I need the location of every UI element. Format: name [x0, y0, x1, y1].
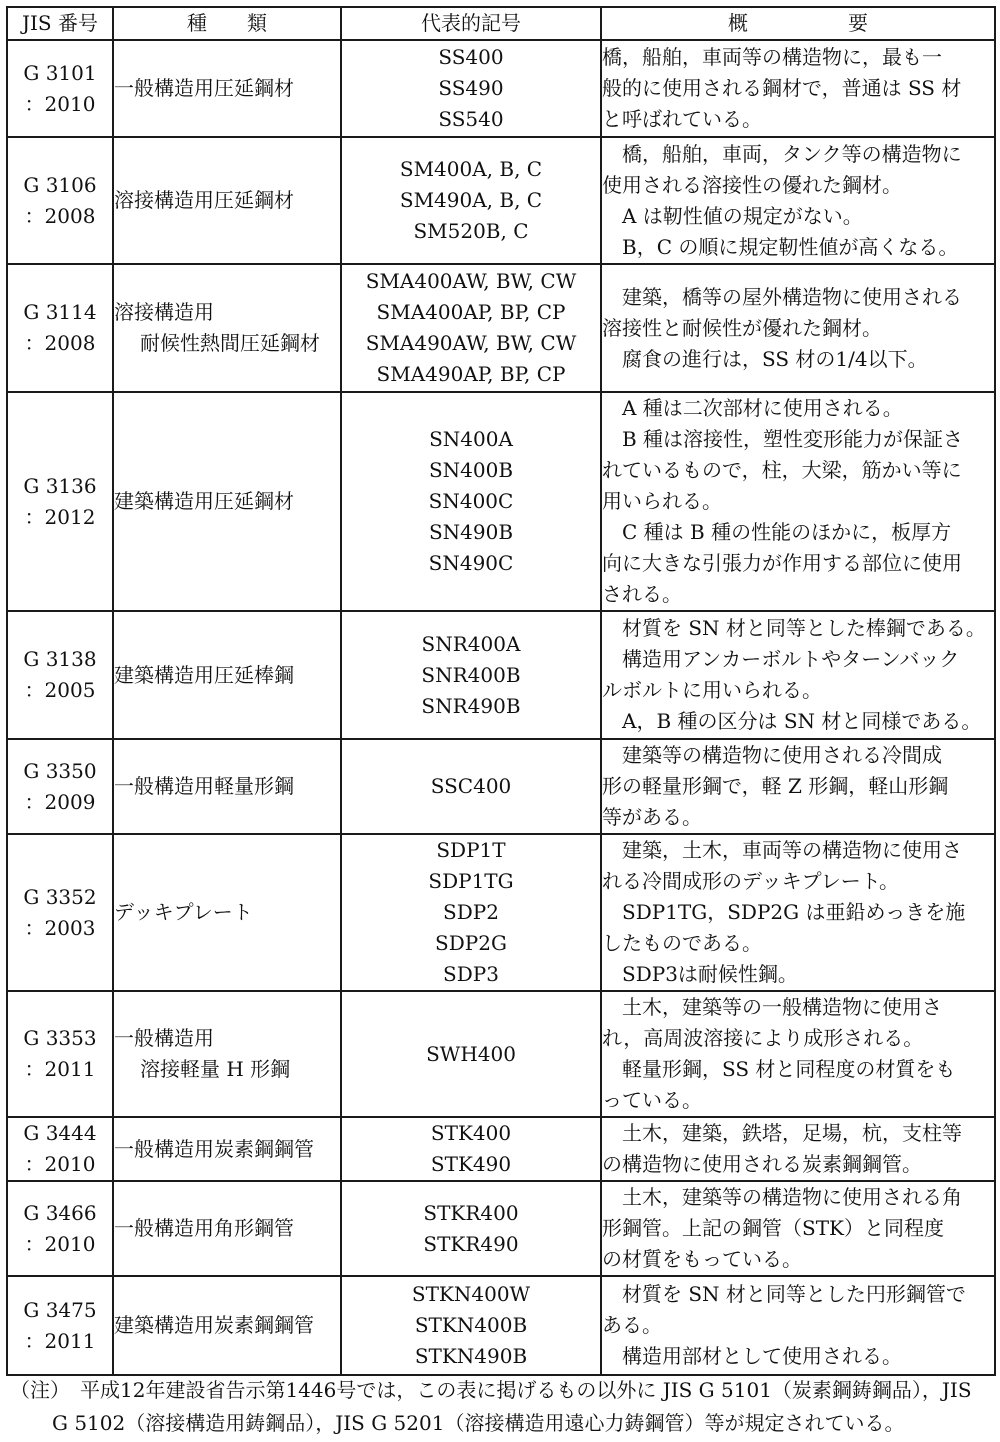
symbol-cell-line: STKR400	[423, 1200, 519, 1225]
symbol-cell-line: SS490	[438, 76, 504, 100]
jis-number-cell	[7, 1181, 113, 1276]
header-overview: 概 要	[601, 7, 995, 40]
kind-cell	[113, 264, 341, 392]
kind-cell-line: デッキプレート	[114, 900, 253, 924]
jis-number-cell-line: ：2008	[24, 331, 96, 355]
symbol-cell-line: SNR490B	[421, 693, 521, 718]
table-row	[7, 40, 995, 137]
symbol-cell-line: STKN400B	[414, 1313, 528, 1337]
jis-number-cell-line: G 3114	[23, 300, 97, 324]
steel-standards-table	[6, 6, 996, 1376]
symbol-cell-line: SN490C	[428, 551, 514, 575]
symbol-cell	[341, 1181, 601, 1276]
overview-cell-line: 軽量形鋼，SS 材と同程度の材質をも	[602, 1057, 956, 1081]
jis-number-cell-line: ：2003	[24, 915, 96, 940]
overview-cell	[601, 40, 995, 137]
overview-cell-line: SDP1TG，SDP2G は亜鉛めっきを施	[602, 900, 966, 924]
jis-number-cell-line: G 3138	[23, 647, 97, 671]
symbol-cell-line: STK490	[430, 1152, 512, 1176]
kind-cell	[113, 991, 341, 1117]
overview-cell-line: 構造用部材として使用される。	[602, 1344, 902, 1368]
kind-cell-line: 一般構造用軽量形鋼	[114, 774, 294, 798]
jis-number-cell-line: G 3136	[23, 473, 97, 498]
overview-cell-line: 等がある。	[602, 805, 702, 829]
kind-cell-line: 建築構造用圧延棒鋼	[114, 662, 294, 687]
symbol-cell-line: SN400A	[429, 427, 513, 451]
overview-cell	[601, 264, 995, 392]
overview-cell-line: の材質をもっている。	[602, 1247, 802, 1271]
overview-cell-line: 材質を SN 材と同等とした円形鋼管で	[602, 1282, 966, 1306]
kind-cell-line: 一般構造用	[114, 1026, 214, 1050]
symbol-cell-line: SWH400	[426, 1041, 516, 1066]
overview-cell-line: SDP3は耐候性鋼。	[602, 962, 798, 986]
symbol-cell-line: SNR400A	[421, 631, 521, 656]
jis-number-cell-line: ：2008	[24, 203, 96, 228]
overview-cell-line: と呼ばれている。	[602, 107, 762, 131]
overview-cell-line: れる冷間成形のデッキプレート。	[602, 869, 899, 893]
kind-cell	[113, 739, 341, 834]
symbol-cell-line: SDP2G	[435, 931, 507, 955]
jis-number-cell-line: G 3106	[23, 172, 97, 197]
overview-cell-line: 建築，橋等の屋外構造物に使用される	[602, 284, 962, 309]
overview-cell-line: 材質を SN 材と同等とした棒鋼である。	[602, 616, 986, 640]
overview-cell-line: B，C の順に規定靭性値が高くなる。	[602, 234, 959, 259]
jis-number-cell-line: ：2011	[24, 1057, 96, 1081]
footnote	[10, 1374, 990, 1440]
overview-cell-line: C 種は B 種の性能のほかに，板厚方	[602, 520, 952, 544]
jis-number-cell	[7, 392, 113, 611]
symbol-cell-line: SM400A, B, C	[399, 157, 543, 181]
overview-cell-line: の構造物に使用される炭素鋼鋼管。	[602, 1152, 922, 1176]
kind-cell	[113, 1117, 341, 1181]
table-row	[7, 392, 995, 611]
symbol-cell-line: SDP3	[443, 962, 499, 986]
jis-number-cell-line: ：2009	[24, 789, 96, 814]
symbol-cell-line: SS400	[438, 45, 504, 69]
overview-cell	[601, 834, 995, 991]
kind-cell-line: 一般構造用圧延鋼材	[114, 76, 294, 100]
overview-cell-line: される。	[602, 582, 682, 606]
overview-cell	[601, 1181, 995, 1276]
jis-number-cell-line: ：2010	[24, 91, 96, 116]
overview-cell-line: れ，高周波溶接により成形される。	[602, 1026, 924, 1050]
overview-cell	[601, 739, 995, 834]
jis-number-cell	[7, 739, 113, 834]
kind-cell-line: 一般構造用炭素鋼鋼管	[114, 1136, 314, 1161]
jis-number-cell-line: G 3352	[23, 884, 97, 909]
symbol-cell-line: SS540	[438, 107, 504, 131]
table-body	[7, 40, 995, 1375]
header-kind: 種 類	[113, 7, 341, 40]
symbol-cell	[341, 1117, 601, 1181]
symbol-cell	[341, 392, 601, 611]
table-row	[7, 1276, 995, 1375]
jis-number-cell	[7, 991, 113, 1117]
kind-cell-line: 耐候性熱間圧延鋼材	[140, 331, 320, 355]
symbol-cell	[341, 739, 601, 834]
overview-cell-line: したものである。	[602, 931, 762, 955]
jis-number-cell-line: G 3353	[23, 1026, 97, 1050]
header-representative-symbol: 代表的記号	[341, 7, 601, 40]
overview-cell-line: 形鋼管。上記の鋼管（STK）と同程度	[602, 1216, 944, 1240]
table-row	[7, 1117, 995, 1181]
overview-cell-line: B 種は溶接性，塑性変形能力が保証さ	[602, 427, 964, 451]
overview-cell-line: 形の軽量形鋼で，軽 Z 形鋼，軽山形鋼	[602, 774, 949, 798]
symbol-cell	[341, 264, 601, 392]
table-row	[7, 611, 995, 739]
overview-cell-line: A は靭性値の規定がない。	[602, 203, 863, 228]
table-row	[7, 991, 995, 1117]
kind-cell	[113, 834, 341, 991]
symbol-cell-line: STK400	[430, 1121, 512, 1145]
kind-cell	[113, 1276, 341, 1375]
symbol-cell-line: SNR400B	[421, 662, 521, 687]
symbol-cell	[341, 991, 601, 1117]
overview-cell-line: れているもので，柱，大梁，筋かい等に	[602, 458, 962, 482]
overview-cell-line: 向に大きな引張力が作用する部位に使用	[602, 551, 962, 575]
jis-number-cell-line: ：2010	[24, 1152, 96, 1176]
jis-number-cell-line: G 3101	[23, 60, 97, 85]
symbol-cell-line: SDP2	[443, 900, 499, 924]
table-row	[7, 739, 995, 834]
symbol-cell-line: SMA490AW, BW, CW	[365, 331, 577, 355]
overview-cell-line: 橋，船舶，車両，タンク等の構造物に	[602, 141, 962, 166]
footnote-line-1: （注） 平成12年建設省告示第1446号では，この表に掲げるもの以外に JIS G 5101（炭素鋼鋳鋼品），JIS	[10, 1378, 972, 1402]
overview-cell	[601, 137, 995, 264]
footnote-line-2: G 5102（溶接構造用鋳鋼品），JIS G 5201（溶接構造用遠心力鋳鋼管）等が規定されている。	[52, 1411, 905, 1435]
jis-number-cell-line: G 3475	[23, 1297, 97, 1322]
jis-number-cell	[7, 40, 113, 137]
overview-cell-line: 土木，建築，鉄塔，足場，杭，支柱等	[602, 1121, 962, 1145]
jis-number-cell-line: G 3466	[23, 1200, 97, 1225]
overview-cell-line: 土木，建築等の一般構造物に使用さ	[602, 995, 942, 1019]
symbol-cell-line: STKN400W	[411, 1282, 531, 1306]
symbol-cell-line: SN490B	[428, 520, 514, 544]
jis-number-cell-line: G 3350	[23, 758, 97, 783]
header-jis-number: JIS 番号	[7, 7, 113, 40]
symbol-cell-line: SMA400AP, BP, CP	[376, 300, 566, 324]
overview-cell-line: 建築，土木，車両等の構造物に使用さ	[602, 838, 962, 862]
kind-cell-line: 溶接構造用圧延鋼材	[114, 188, 294, 212]
kind-cell-line: 溶接構造用	[114, 300, 214, 324]
kind-cell-line: 建築構造用圧延鋼材	[114, 489, 294, 513]
kind-cell-line: 一般構造用角形鋼管	[114, 1216, 294, 1240]
symbol-cell-line: SMA400AW, BW, CW	[365, 269, 577, 293]
jis-number-cell	[7, 137, 113, 264]
table-row	[7, 1181, 995, 1276]
overview-cell-line: A，B 種の区分は SN 材と同様である。	[602, 709, 982, 733]
symbol-cell-line: SN400B	[428, 458, 514, 482]
symbol-cell-line: SN400C	[428, 489, 514, 513]
overview-cell-line: 使用される溶接性の優れた鋼材。	[602, 172, 902, 197]
symbol-cell	[341, 40, 601, 137]
symbol-cell	[341, 1276, 601, 1375]
symbol-cell-line: SSC400	[430, 774, 512, 798]
jis-number-cell-line: G 3444	[23, 1121, 97, 1145]
overview-cell-line: 橋，船舶，車両等の構造物に，最も一	[602, 45, 942, 69]
overview-cell-line: 土木，建築等の構造物に使用される角	[602, 1185, 962, 1209]
overview-cell-line: 溶接性と耐候性が優れた鋼材。	[602, 315, 882, 340]
jis-number-cell	[7, 1117, 113, 1181]
overview-cell	[601, 611, 995, 739]
table-row	[7, 137, 995, 264]
kind-cell	[113, 137, 341, 264]
symbol-cell	[341, 137, 601, 264]
jis-number-cell-line: ：2012	[24, 504, 96, 529]
kind-cell	[113, 392, 341, 611]
overview-cell-line: 腐食の進行は，SS 材の1/4以下。	[602, 346, 928, 371]
jis-number-cell-line: ：2010	[24, 1231, 96, 1256]
overview-cell-line: 用いられる。	[602, 489, 722, 513]
overview-cell-line: 構造用アンカーボルトやターンバック	[602, 647, 960, 671]
jis-number-cell	[7, 834, 113, 991]
symbol-cell	[341, 834, 601, 991]
table-row	[7, 264, 995, 392]
jis-number-cell-line: ：2005	[24, 678, 96, 702]
overview-cell-line: っている。	[602, 1088, 702, 1112]
symbol-cell-line: SM490A, B, C	[399, 188, 543, 212]
overview-cell	[601, 392, 995, 611]
jis-number-cell	[7, 611, 113, 739]
overview-cell	[601, 1117, 995, 1181]
table-header-row	[7, 7, 995, 40]
overview-cell	[601, 991, 995, 1117]
symbol-cell-line: SM520B, C	[413, 219, 529, 243]
symbol-cell-line: SDP1TG	[428, 869, 514, 893]
symbol-cell	[341, 611, 601, 739]
overview-cell-line: ある。	[602, 1313, 662, 1337]
kind-cell	[113, 40, 341, 137]
overview-cell-line: 般的に使用される鋼材で，普通は SS 材	[602, 76, 962, 100]
overview-cell-line: 建築等の構造物に使用される冷間成	[602, 743, 942, 767]
overview-cell	[601, 1276, 995, 1375]
kind-cell-line: 溶接軽量 H 形鋼	[140, 1057, 291, 1081]
jis-number-cell	[7, 264, 113, 392]
symbol-cell-line: SDP1T	[436, 838, 506, 862]
kind-cell	[113, 1181, 341, 1276]
table-row	[7, 834, 995, 991]
jis-number-cell	[7, 1276, 113, 1375]
symbol-cell-line: SMA490AP, BP, CP	[376, 362, 566, 386]
jis-number-cell-line: ：2011	[24, 1328, 96, 1353]
overview-cell-line: ルボルトに用いられる。	[602, 678, 822, 702]
symbol-cell-line: STKR490	[423, 1231, 519, 1256]
overview-cell-line: A 種は二次部材に使用される。	[602, 396, 903, 420]
kind-cell-line: 建築構造用炭素鋼鋼管	[114, 1313, 314, 1337]
symbol-cell-line: STKN490B	[414, 1344, 528, 1368]
kind-cell	[113, 611, 341, 739]
